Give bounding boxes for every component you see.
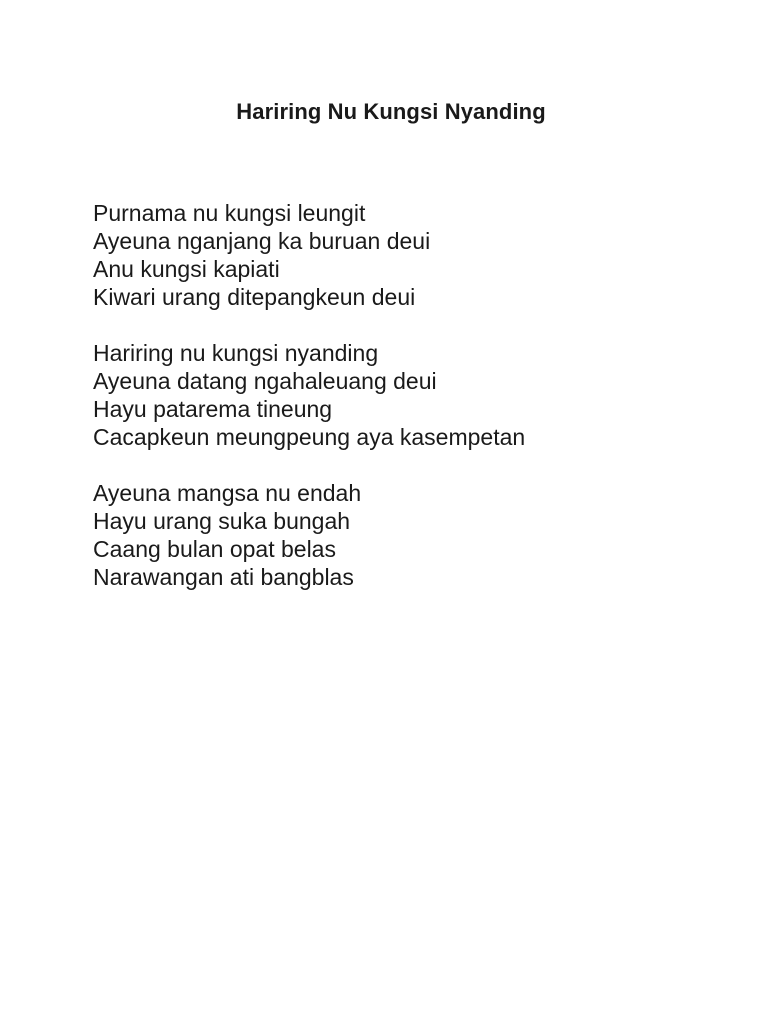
poem-line: Ayeuna datang ngahaleuang deui (93, 368, 437, 394)
stanza-2 (93, 339, 733, 451)
poem-line: Kiwari urang ditepangkeun deui (93, 284, 416, 310)
poem-title: Hariring Nu Kungsi Nyanding (236, 99, 546, 124)
poem-line: Ayeuna mangsa nu endah (93, 480, 362, 506)
poem-body (93, 199, 733, 619)
poem-line: Purnama nu kungsi leungit (93, 200, 366, 226)
poem-line: Caang bulan opat belas (93, 536, 336, 562)
poem-line: Ayeuna nganjang ka buruan deui (93, 228, 431, 254)
stanza-3 (93, 479, 733, 591)
poem-line: Hariring nu kungsi nyanding (93, 340, 379, 366)
poem-line: Cacapkeun meungpeung aya kasempetan (93, 424, 526, 450)
poem-line: Anu kungsi kapiati (93, 256, 280, 282)
poem-line: Narawangan ati bangblas (93, 564, 354, 590)
poem-line: Hayu urang suka bungah (93, 508, 351, 534)
stanza-1 (93, 199, 733, 311)
poem-line: Hayu patarema tineung (93, 396, 333, 422)
